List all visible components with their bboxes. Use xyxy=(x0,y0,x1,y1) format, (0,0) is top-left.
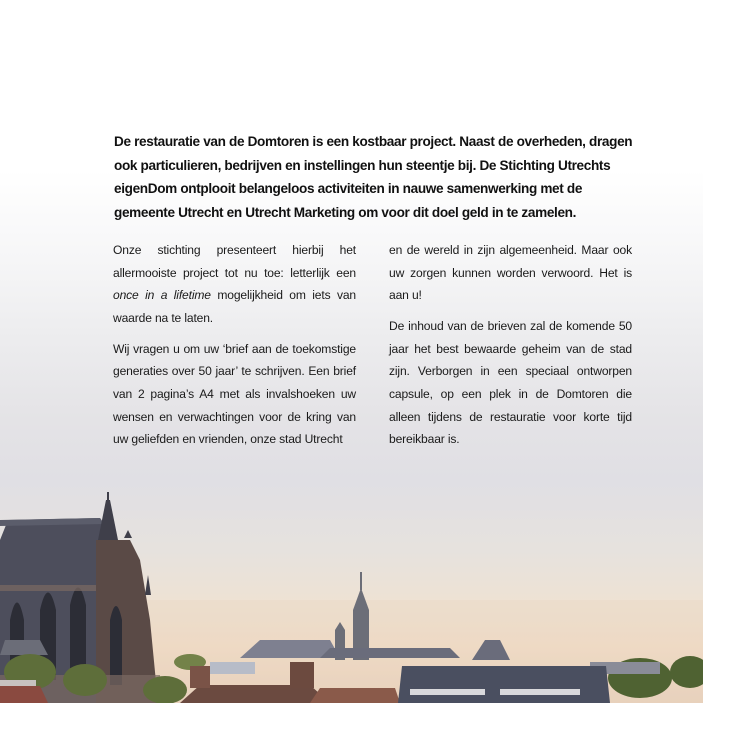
intro-paragraph: De restauratie van de Domtoren is een kostbaar project. Naast de overheden, dragen ook particulieren, bedrijven en instellingen hun steentje bij. De Stichting Utrechts eigenDom ontplooit belangeloos activiteiten in nauwe samenwerking met de gemeente Utrecht en Utrecht Marketing om voor dit doel geld in te zamelen. xyxy=(114,134,633,220)
left-column xyxy=(113,239,356,459)
bottom-margin xyxy=(0,703,750,750)
left-paragraph-1: Onze stichting presenteert hierbij het allermooiste project tot nu toe: letterlijk een once in a lifetime mogelijkheid om iets van waarde na te laten. xyxy=(113,243,356,325)
left-paragraph-2: Wij vragen u om uw ‘brief aan de toekomstige generaties over 50 jaar’ te schrijven. Een brief van 2 pagina’s A4 met als invalshoeken uw wensen en verwachtingen voor de kring van uw geliefden en vrienden, onze stad Utrecht xyxy=(113,341,356,447)
right-paragraph-1: en de wereld in zijn algemeenheid. Maar ook uw zorgen kunnen worden verwoord. Het is aan u! xyxy=(389,243,632,303)
right-column xyxy=(389,239,632,459)
italic-phrase: once in a lifetime xyxy=(113,288,211,303)
utrecht-skyline-photo xyxy=(0,480,703,703)
right-paragraph-2: De inhoud van de brieven zal de komende 50 jaar het best bewaarde geheim van de stad zijn. Verborgen in een speciaal ontworpen capsule, op een plek in de Domtoren die alleen tijdens de restauratie voor korte tijd bereikbaar is. xyxy=(389,319,632,447)
right-margin xyxy=(703,0,750,750)
